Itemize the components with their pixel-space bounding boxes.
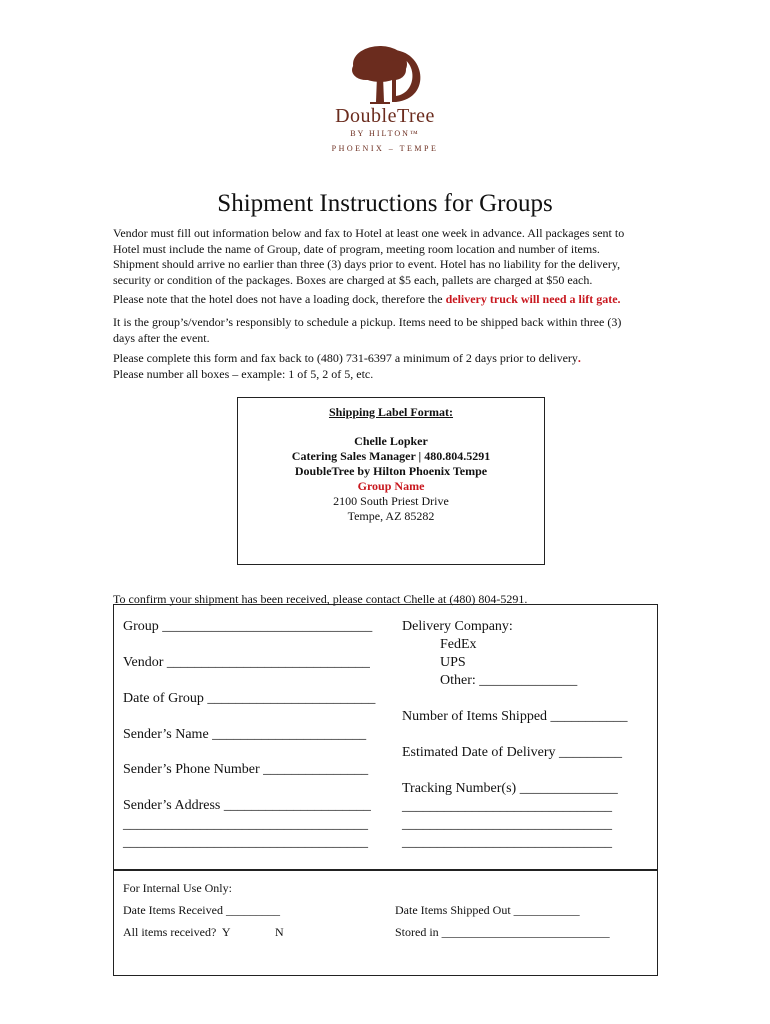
fax-line: Please complete this form and fax back to (480) 731-6397 a minimum of 2 days prior to delivery	[113, 351, 578, 365]
intro-line: Shipment should arrive no earlier than three (3) days prior to event. Hotel has no liability for the delivery,	[113, 257, 621, 271]
sender-phone-field[interactable]: Sender’s Phone Number _______________	[123, 762, 369, 777]
sender-address-field[interactable]: Sender’s Address _____________________	[123, 798, 371, 813]
delivery-company-label: Delivery Company:	[402, 619, 513, 634]
intro-line: Hotel must include the name of Group, date of program, meeting room location and number of items.	[113, 241, 600, 256]
shipment-form	[113, 604, 658, 976]
ups-option[interactable]: UPS	[440, 655, 466, 670]
hotel-name: DoubleTree by Hilton Phoenix Tempe	[294, 464, 488, 478]
intro-line: Vendor must fill out information below and fax to Hotel at least one week in advance. All packages sent to	[113, 226, 625, 240]
internal-use-heading: For Internal Use Only:	[123, 881, 232, 895]
vendor-field[interactable]: Vendor _____________________________	[123, 655, 370, 670]
internal-divider	[114, 869, 657, 871]
tracking-line[interactable]: ______________________________	[402, 835, 612, 850]
intro-line: security or condition of the packages. Boxes are charged at $5 each, pallets are charged at $50 each.	[113, 272, 593, 287]
tracking-number-field[interactable]: Tracking Number(s) ______________	[402, 781, 618, 796]
brand-sub: BY HILTON™	[350, 129, 420, 138]
fax-paragraph	[113, 351, 658, 382]
loading-dock-note	[113, 292, 658, 308]
fedex-option[interactable]: FedEx	[440, 637, 477, 652]
sender-name-field[interactable]: Sender’s Name ______________________	[123, 727, 367, 742]
shipping-label-box	[237, 397, 545, 565]
other-option[interactable]: Other: ______________	[440, 673, 578, 688]
tracking-line[interactable]: ______________________________	[402, 799, 612, 814]
stored-in-field[interactable]: Stored in ____________________________	[395, 925, 610, 939]
numbering-line: Please number all boxes – example: 1 of 5, 2 of 5, etc.	[113, 366, 374, 381]
tracking-line[interactable]: ______________________________	[402, 817, 612, 832]
sender-address-line[interactable]: ___________________________________	[123, 835, 368, 850]
all-received-yes[interactable]: All items received? Y	[123, 925, 231, 939]
items-shipped-field[interactable]: Number of Items Shipped ___________	[402, 709, 628, 724]
date-received-field[interactable]: Date Items Received _________	[123, 903, 280, 917]
brand-location: PHOENIX – TEMPE	[331, 144, 439, 153]
group-field[interactable]: Group ______________________________	[123, 619, 373, 634]
pickup-line: days after the event.	[113, 330, 210, 345]
estimated-delivery-field[interactable]: Estimated Date of Delivery _________	[402, 745, 623, 760]
city-address: Tempe, AZ 85282	[347, 509, 435, 523]
group-name-placeholder: Group Name	[357, 479, 425, 493]
loading-dock-text: Please note that the hotel does not have a loading dock, therefore the	[113, 292, 446, 306]
fax-red-period: .	[577, 351, 581, 365]
pickup-paragraph	[113, 315, 658, 346]
tree-d-logo-icon	[300, 40, 470, 106]
street-address: 2100 South Priest Drive	[333, 494, 449, 508]
pickup-line: It is the group’s/vendor’s responsibly to schedule a pickup. Items need to be shipped back within three (3)	[113, 315, 622, 329]
brand-name: DoubleTree	[335, 105, 435, 127]
contact-role: Catering Sales Manager | 480.804.5291	[291, 449, 491, 463]
shipping-label-heading: Shipping Label Format:	[328, 405, 454, 419]
date-shipped-out-field[interactable]: Date Items Shipped Out ___________	[395, 903, 580, 917]
lift-gate-warning: delivery truck will need a lift gate.	[445, 292, 621, 306]
date-of-group-field[interactable]: Date of Group ________________________	[123, 691, 376, 706]
intro-paragraph	[113, 226, 658, 288]
contact-name: Chelle Lopker	[354, 434, 428, 448]
all-received-no[interactable]: N	[275, 925, 284, 939]
hotel-logo	[300, 40, 470, 160]
page-title: Shipment Instructions for Groups	[217, 190, 553, 217]
sender-address-line[interactable]: ___________________________________	[123, 817, 368, 832]
confirm-text: To confirm your shipment has been received, please contact Chelle at (480) 804-5291.	[113, 592, 528, 606]
